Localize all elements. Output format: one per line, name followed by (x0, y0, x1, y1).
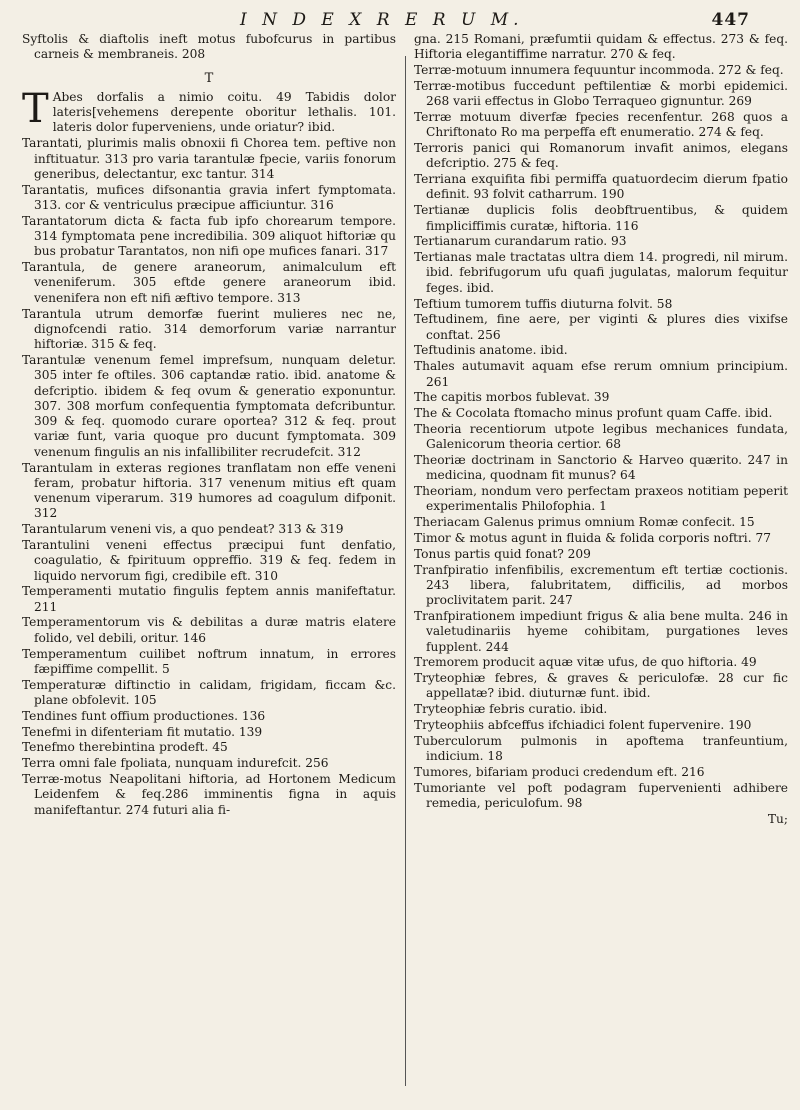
index-entry: Tumoriante vel poft podagram fupervenienti adhibere remedia, periculofum. 98 (414, 780, 788, 811)
index-entry: Terræ-motus Neapolitani hiftoria, ad Hortonem Medicum Leidenfem & feq.286 imminentis figna in aquis manifeftantur. 274 futuri alia fi- (22, 771, 396, 817)
index-entry: Teftudinis anatome. ibid. (414, 343, 568, 358)
page-number: 447 (711, 10, 750, 30)
index-entry: Tarantula utrum demorfæ fuerint mulieres nec ne, dignofcendi ratio. 314 demorforum variæ narrantur hiftoriæ. 315 & feq. (22, 306, 396, 352)
index-entry: Tendines funt offium productiones. 136 (22, 708, 266, 723)
index-entry: Tremorem producit aquæ vitæ ufus, de quo hiftoria. 49 (414, 655, 757, 670)
index-entry: Tranfpiratio infenfibilis, excrementum eft tertiæ coctionis. 243 libera, falubritatem, difficilis, ad morbos proclivitatem parit. 247 (414, 562, 788, 608)
index-entry-text: Abes dorfalis a nimio coitu. 49 Tabidis dolor lateris[vehemens derepente oboritur lethalis. 101. lateris dolor fuperveniens, unde oriatur? ibid. (52, 89, 396, 135)
index-entry: Tarantatorum dicta & facta fub ipfo chorearum tempore. 314 fymptomata pene incredibilia. 309 aliquot hiftoriæ qu bus probatur Tarantatos, non nifi ope mufices fanari. 317 (22, 213, 396, 259)
index-entry: Terriana exquifita fibi permiffa quatuordecim dierum fpatio definit. 93 folvit catharrum. 190 (414, 172, 788, 202)
left-column (22, 32, 396, 1106)
index-entry: Teftudinem, fine aere, per viginti & plures dies vixifse conftat. 256 (414, 312, 788, 342)
index-entry: Syftolis & diaftolis ineft motus fubofcurus in partibus carneis & membraneis. 208 (22, 32, 396, 62)
running-title: I N D E X R E R U M. (240, 10, 524, 30)
index-entry: Theoria recentiorum utpote legibus mechanices fundata, Galenicorum theoria certior. 68 (414, 421, 788, 452)
index-entry: Tumores, bifariam produci credendum eft. 216 (414, 764, 705, 779)
index-entry: The & Cocolata ftomacho minus profunt quam Caffe. ibid. (414, 406, 773, 421)
dropcap: T (22, 85, 49, 132)
index-entry: Tarantula, de genere araneorum, animalculum eft veneniferum. 305 eftde genere araneorum ibid. venenifera non eft nifi æftivo tempore. 313 (22, 260, 396, 305)
index-entry: Tryteophiis abfceffus ifchiadici folent fupervenire. 190 (414, 718, 752, 733)
index-entry: Tarantularum veneni vis, a quo pendeat? 313 & 319 (22, 522, 344, 537)
index-entry: Tertianæ duplicis folis deobftruentibus, & quidem fimpliciffimis curatæ, hiftoria. 116 (414, 203, 788, 233)
index-entry: Tarantulæ venenum femel imprefsum, nunquam deletur. 305 inter fe oftiles. 306 captandæ ratio. ibid. anatome & defcriptio. ibidem & feq ovum & generatio exponuntur. 307. 308 morfum confequentia fymptomata defcribuntur. 309 & feq. quomodo curare oportea? 312 & feq. prout variæ funt, varia quoque pro ducunt fymptomata. 309 venenum fingulis an nis infallibiliter recrudefcit. 312 (22, 352, 396, 459)
index-entry: Terræ-motibus fuccedunt peftilentiæ & morbi epidemici. 268 varii effectus in Globo Terraqueo gignuntur. 269 (414, 78, 788, 109)
index-entry: Terræ-motuum innumera fequuntur incommoda. 272 & feq. (414, 63, 784, 78)
index-entry: The capitis morbos fublevat. 39 (414, 390, 610, 405)
index-entry: Tertianas male tractatas ultra diem 14. progredi, nil mirum. ibid. febrifugorum ufu quafi jugulatas, malorum fequitur feges. ibid. (414, 250, 788, 295)
index-entry: Temperaturæ diftinctio in calidam, frigidam, ficcam &c. plane obfolevit. 105 (22, 677, 396, 707)
index-entry: gna. 215 Romani, præfumtii quidam & effectus. 273 & feq. Hiftoria elegantiffime narratur. 270 & feq. (414, 32, 788, 62)
section-letter: T (204, 70, 214, 86)
index-entry: Tranfpirationem impediunt frigus & alia bene multa. 246 in valetudinariis hyeme cohibitam, purgationes leves fupplent. 244 (414, 608, 788, 654)
index-entry: Temperamentum cuilibet noftrum innatum, in errores fæpiffime compellit. 5 (22, 646, 396, 676)
index-entry: Terroris panici qui Romanorum invafit animos, elegans defcriptio. 275 & feq. (414, 141, 788, 171)
index-entry: Temperamentorum vis & debilitas a duræ matris elatere folido, vel debili, oritur. 146 (22, 615, 396, 645)
index-entry: Terra omni fale fpoliata, nunquam indurefcit. 256 (22, 756, 329, 771)
index-entry: Tenefmo therebintina prodeft. 45 (22, 740, 228, 755)
index-columns (22, 32, 790, 1106)
index-entry: Tarantati, plurimis malis obnoxii fi Chorea tem. peftive non inftituatur. 313 pro varia tarantulæ fpecie, variis fonorum generibus, delectantur, exc tantur. 314 (22, 136, 396, 181)
index-entry: Terræ motuum diverfæ fpecies recenfentur. 268 quos a Chriftonato Ro ma perpeffa eft enumeratio. 274 & feq. (414, 109, 788, 140)
index-entry: Theoriæ doctrinam in Sanctorio & Harveo quærito. 247 in medicina, quodnam fit munus? 64 (414, 453, 788, 483)
index-entry: Timor & motus agunt in fluida & folida corporis noftri. 77 (414, 531, 771, 545)
index-entry: Theoriam, nondum vero perfectam praxeos notitiam peperit experimentalis Philofophia. 1 (414, 484, 788, 514)
catchword: Tu; (767, 811, 788, 826)
index-entry: Tenefmi in difenteriam fit mutatio. 139 (22, 724, 263, 739)
index-entry: Tarantulini veneni effectus præcipui funt denfatio, coagulatio, & fpirituum oppreffio. 319 & feq. fedem in liquido nervorum figi, credibile eft. 310 (22, 538, 396, 583)
index-entry (22, 85, 396, 136)
index-entry: Tuberculorum pulmonis in apoftema tranfeuntium, indicium. 18 (414, 733, 788, 764)
index-entry: Tertianarum curandarum ratio. 93 (414, 234, 627, 249)
index-entry: Tonus partis quid fonat? 209 (414, 546, 591, 561)
index-entry: Theriacam Galenus primus omnium Romæ confecit. 15 (414, 515, 755, 530)
index-entry: Tarantulam in exteras regiones tranflatam non effe veneni feram, probatur hiftoria. 317 venenum mitius eft quam venenum viperarum. 319 humores ad coagulum difponit. 312 (22, 460, 396, 521)
index-entry: Tryteophiæ febris curatio. ibid. (414, 702, 608, 717)
column-divider (405, 56, 406, 1086)
index-entry: Temperamenti mutatio fingulis feptem annis manifeftatur. 211 (22, 584, 396, 614)
right-column (414, 32, 788, 1106)
index-entry: Tarantatis, mufices difsonantia gravia infert fymptomata. 313. cor & ventriculus præcipue afficiuntur. 316 (22, 182, 396, 212)
index-entry: Thales autumavit aquam efse rerum omnium principium. 261 (414, 359, 788, 389)
index-entry: Teftium tumorem tuffis diuturna folvit. 58 (414, 296, 673, 311)
index-entry: Tryteophiæ febres, & graves & periculofæ. 28 cur fic appellatæ? ibid. diuturnæ funt. ibid. (414, 671, 788, 701)
